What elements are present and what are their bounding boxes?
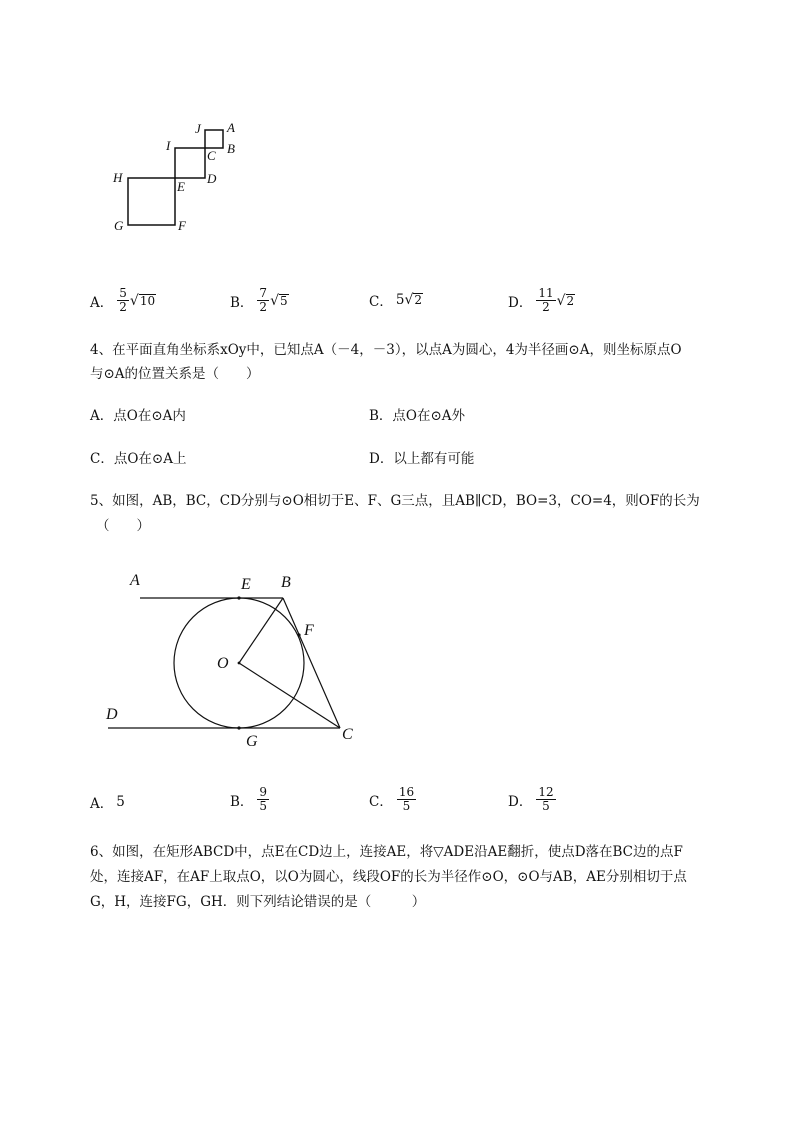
denominator: 5	[402, 799, 411, 813]
line-ob	[239, 598, 283, 663]
label-c: C	[207, 148, 216, 163]
label-f: F	[178, 218, 186, 233]
fraction	[257, 786, 269, 813]
label-b: B	[281, 574, 291, 591]
q4-stem-line2: 与⊙A的位置关系是（ ）	[90, 366, 260, 382]
numerator: 12	[538, 785, 554, 799]
coefficient: 5	[395, 292, 405, 308]
label-f: F	[304, 622, 314, 639]
q5-option-b[interactable]	[230, 786, 270, 813]
q5-option-d[interactable]	[508, 786, 557, 813]
label-g: G	[246, 733, 258, 750]
q5-stem-line2: （ ）	[96, 518, 150, 534]
label-a: A	[227, 120, 235, 135]
q4-stem-line1: 4、在平面直角坐标系xOy中，已知点A（－4，－3），以点A为圆心，4为半径画⊙A，则坐标原点O	[90, 342, 682, 358]
radicand: 2	[414, 293, 422, 307]
option-letter: D．	[508, 294, 533, 311]
radical-sign: √	[404, 292, 414, 308]
option-letter: A．	[90, 796, 114, 812]
q4-option-a[interactable]: A．点O在⊙A内	[90, 408, 186, 424]
radicand: 5	[279, 293, 288, 308]
numerator: 11	[538, 286, 554, 300]
label-o: O	[217, 655, 229, 672]
radicand: 2	[566, 293, 575, 308]
label-e: E	[177, 179, 185, 194]
radicand: 10	[139, 293, 156, 308]
line-oc	[239, 663, 340, 728]
option-letter: B．	[230, 793, 254, 810]
option-letter: D．	[508, 793, 533, 810]
radical-sign: √	[270, 292, 279, 309]
q6-stem-line3: G，H，连接FG，GH．则下列结论错误的是（ ）	[90, 894, 426, 910]
line-bc	[283, 598, 340, 728]
q4-option-d[interactable]: D．以上都有可能	[369, 451, 475, 467]
label-j: J	[195, 121, 201, 136]
point-f	[297, 633, 300, 636]
point-o	[238, 662, 241, 665]
numerator: 5	[119, 286, 127, 300]
numerator: 7	[259, 286, 268, 300]
q4-option-b[interactable]: B．点O在⊙A外	[369, 408, 466, 424]
numerator: 16	[398, 785, 415, 799]
q4-option-c[interactable]: C．点O在⊙A上	[90, 451, 187, 467]
q6-stem-line1: 6、如图，在矩形ABCD中，点E在CD边上，连接AE，将▽ADE沿AE翻折，使点D落在BC边的点F	[90, 844, 683, 860]
denominator: 5	[259, 799, 268, 813]
option-value: 5	[116, 794, 125, 810]
label-h: H	[113, 170, 123, 185]
denominator: 2	[259, 300, 268, 314]
label-d: D	[106, 706, 118, 723]
label-d: D	[207, 171, 217, 186]
denominator: 2	[119, 300, 127, 314]
denominator: 2	[542, 300, 550, 314]
numerator: 9	[259, 785, 268, 799]
label-e: E	[241, 576, 251, 593]
q5-stem-line1: 5、如图，AB，BC，CD分别与⊙O相切于E、F、G三点，且AB∥CD，BO=3，CO=4，则OF的长为	[90, 493, 700, 509]
option-letter: A．	[90, 294, 114, 311]
point-g	[237, 726, 240, 729]
q6-stem-line2: 处，连接AF，在AF上取点O，以O为圆心，线段OF的长为半径作⊙O，⊙O与AB，AE分别相切于点	[90, 869, 687, 885]
fraction	[536, 786, 555, 813]
option-letter: C．	[369, 793, 393, 810]
label-b: B	[227, 141, 235, 156]
radical-sign: √	[129, 292, 139, 309]
label-i: I	[166, 138, 171, 153]
option-letter: C．	[369, 294, 393, 310]
label-g: G	[114, 218, 124, 233]
q5-option-c[interactable]	[369, 786, 417, 813]
label-a: A	[130, 572, 140, 589]
fraction	[397, 786, 416, 813]
denominator: 5	[542, 799, 550, 813]
option-letter: B．	[230, 294, 254, 311]
label-c: C	[342, 726, 353, 743]
radical-sign: √	[556, 292, 566, 309]
q5-option-a[interactable]	[90, 792, 125, 812]
point-e	[237, 596, 240, 599]
